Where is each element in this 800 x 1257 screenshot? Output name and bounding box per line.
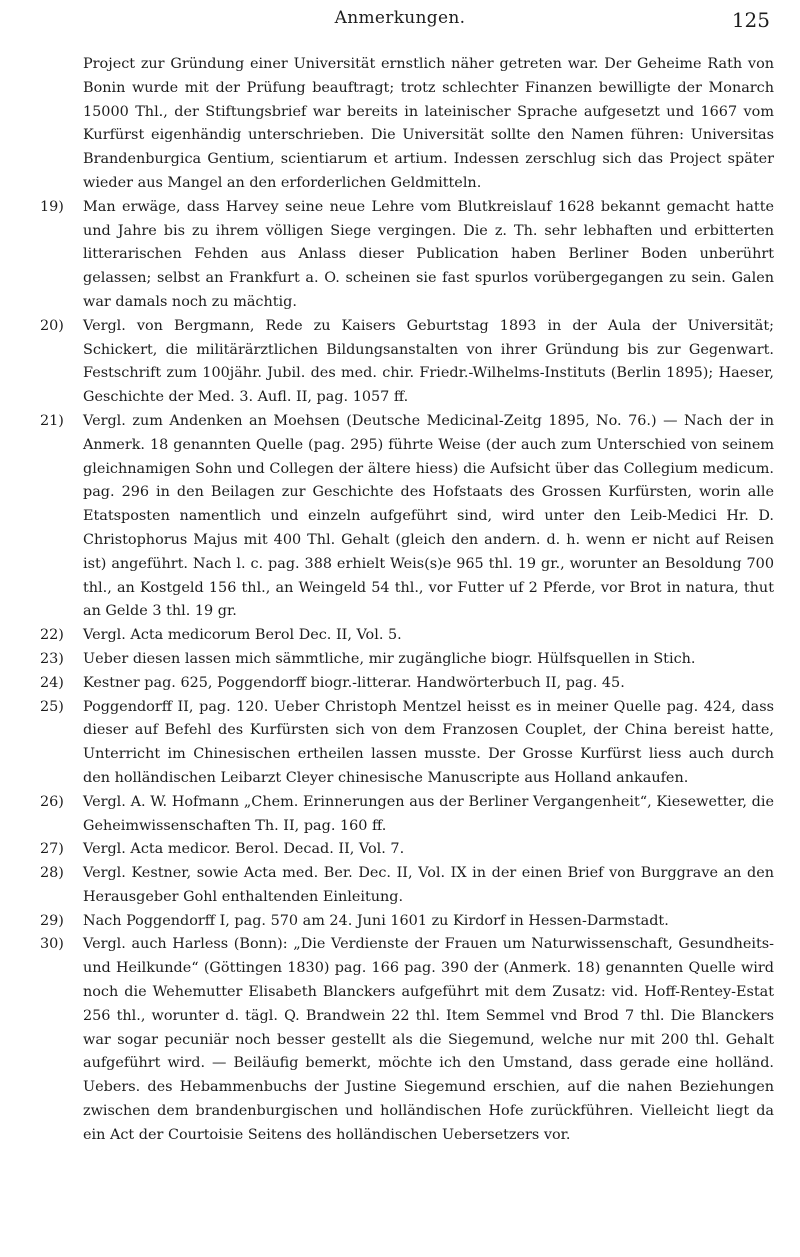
note-number: 19) (40, 198, 64, 215)
note-number: 30) (40, 936, 64, 953)
note-number: 21) (40, 412, 64, 429)
note-text: Vergl. von Bergmann, Rede zu Kaisers Geburtstag 1893 in der Aula der Universität; Schickert, die militärärztlichen Bildungsanstalten von ihrer Gründung bis zur Gegenwart. Festschrift zum 100jähr. Jubil. des med. chir. Friedr.-Wilhelms-Instituts (Berlin 1895); Haeser, Geschichte der Med. 3. Aufl. II, pag. 1057 ff. (83, 317, 774, 406)
note-number: 23) (40, 650, 64, 667)
note-number: 26) (40, 793, 64, 810)
note-26 (40, 791, 774, 839)
note-19 (40, 196, 774, 315)
note-number: 29) (40, 912, 64, 929)
note-text: Ueber diesen lassen mich sämmtliche, mir zugängliche biogr. Hülfsquellen in Stich. (83, 650, 696, 667)
note-text: Kestner pag. 625, Poggendorff biogr.-litterar. Handwörterbuch II, pag. 45. (83, 674, 625, 691)
note-text: Man erwäge, dass Harvey seine neue Lehre vom Blutkreislauf 1628 bekannt gemacht hatte und Jahre bis zu ihrem völligen Siege vergingen. Die z. Th. sehr lebhaften und erbitterten litterarischen Fehden aus Anlass dieser Publication haben Berliner Boden unberührt gelassen; selbst an Frankfurt a. O. scheinen sie fast spurlos vorübergegangen zu sein. Galen war damals noch zu mächtig. (83, 198, 774, 310)
running-title: Anmerkungen. (334, 8, 466, 28)
continued-note-text: Project zur Gründung einer Universität ernstlich näher getreten war. Der Geheime Rath von Bonin wurde mit der Prüfung beauftragt; trotz schlechter Finanzen bewilligte der Monarch 15000 Thl., der Stiftungsbrief war bereits in lateinischer Sprache aufgesetzt und 1667 vom Kurfürst eigenhändig unterschrieben. Die Universität sollte den Namen führen: Universitas Brandenburgica Gentium, scientiarum et artium. Indessen zerschlug sich das Project später wieder aus Mangel an den erforderlichen Geldmitteln. (83, 56, 774, 191)
note-text: Vergl. Kestner, sowie Acta med. Ber. Dec. II, Vol. IX in der einen Brief von Burggrave an den Herausgeber Gohl enthaltenden Einleitung. (83, 865, 774, 905)
note-text: Vergl. Acta medicorum Berol Dec. II, Vol. 5. (83, 627, 402, 644)
note-number: 27) (40, 841, 64, 858)
note-number: 20) (40, 317, 64, 334)
note-30 (40, 933, 774, 1147)
note-text: Vergl. Acta medicor. Berol. Decad. II, Vol. 7. (83, 841, 405, 858)
notes-body (40, 53, 774, 1148)
running-head (0, 6, 800, 36)
note-text: Nach Poggendorff I, pag. 570 am 24. Juni 1601 zu Kirdorf in Hessen-Darmstadt. (83, 912, 669, 929)
note-28 (40, 862, 774, 910)
note-29 (40, 910, 774, 934)
note-20 (40, 315, 774, 410)
note-25 (40, 696, 774, 791)
note-21 (40, 410, 774, 624)
note-23 (40, 648, 774, 672)
note-number: 24) (40, 674, 64, 691)
page-number: 125 (731, 8, 770, 32)
note-text: Poggendorff II, pag. 120. Ueber Christoph Mentzel heisst es in meiner Quelle pag. 424, dass dieser auf Befehl des Kurfürsten sich von dem Franzosen Couplet, der China bereist hatte, Unterricht im Chinesischen ertheilen lassen musste. Der Grosse Kurfürst liess auch durch den holländischen Leibarzt Cleyer chinesische Manuscripte aus Holland ankaufen. (83, 698, 774, 786)
note-24 (40, 672, 774, 696)
note-22 (40, 624, 774, 648)
note-number: 28) (40, 865, 64, 882)
note-text: Vergl. zum Andenken an Moehsen (Deutsche Medicinal-Zeitg 1895, No. 76.) — Nach der in Anmerk. 18 genannten Quelle (pag. 295) führte Weise (der auch zum Unterschied von seinem gleichnamigen Sohn und Collegen der ältere hiess) die Aufsicht über das Collegium medicum. pag. 296 in den Beilagen zur Geschichte des Hofstaats des Grossen Kurfürsten, worin alle Etatsposten namentlich und einzeln aufgeführt sind, wird unter den Leib-Medici Hr. D. Christophorus Majus mit 400 Thl. Gehalt (gleich den andern. d. h. wenn er nicht auf Reisen ist) angeführt. Nach l. c. pag. 388 erhielt Weis(s)e 965 thl. 19 gr., worunter an Besoldung 700 thl., an Kostgeld 156 thl., an Weingeld 54 thl., vor Futter uf 2 Pferde, vor Brot in natura, thut an Gelde 3 thl. 19 gr. (83, 412, 774, 620)
note-text: Vergl. auch Harless (Bonn): „Die Verdienste der Frauen um Naturwissenschaft, Gesundheits- und Heilkunde“ (Göttingen 1830) pag. 166 pag. 390 der (Anmerk. 18) genannten Quelle wird noch die Wehemutter Elisabeth Blanckers aufgeführt mit dem Zusatz: vid. Hoff-Rentey-Estat 256 thl., worunter d. tägl. Q. Brandwein 22 thl. Item Semmel vnd Brod 7 thl. Die Blanckers war sogar pecuniär noch besser gestellt als die Siegemund, welche nur mit 200 thl. Gehalt aufgeführt wird. — Beiläufig bemerkt, möchte ich den Umstand, dass gerade eine holländ. Uebers. des Hebammenbuchs der Justine Siegemund erschien, auf die nahen Beziehungen zwischen dem brandenburgischen und holländischen Hofe zurückführen. Vielleicht liegt da ein Act der Courtoisie Seitens des holländischen Uebersetzers vor. (83, 936, 774, 1143)
note-text: Vergl. A. W. Hofmann „Chem. Erinnerungen aus der Berliner Vergangenheit“, Kiesewetter, die Geheimwissenschaften Th. II, pag. 160 ff. (83, 793, 774, 834)
note-27 (40, 838, 774, 862)
note-number: 22) (40, 627, 64, 644)
note-number: 25) (40, 698, 64, 715)
